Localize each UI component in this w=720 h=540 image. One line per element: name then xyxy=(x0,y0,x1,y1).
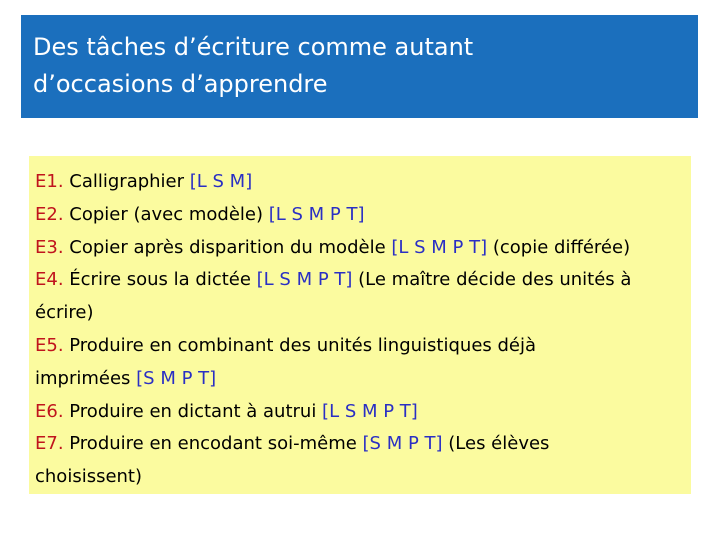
task-code: E3. xyxy=(35,236,64,258)
list-item xyxy=(35,428,691,461)
task-tags: [S M P T] xyxy=(362,433,443,455)
task-list xyxy=(29,156,691,494)
task-tags: [L S M P T] xyxy=(391,236,488,258)
slide-title-line-2: d’occasions d’apprendre xyxy=(33,70,328,98)
task-tags: [L S M] xyxy=(189,171,253,192)
task-code: E5. xyxy=(35,334,64,356)
task-code: E4. xyxy=(35,269,64,291)
task-tags: [L S M P T] xyxy=(268,203,365,225)
task-tags: [S M P T] xyxy=(136,367,217,389)
task-note: (Les élèves xyxy=(442,433,550,455)
task-code: E7. xyxy=(35,433,64,455)
task-note-continuation: écrire) xyxy=(35,302,94,324)
task-text: Copier (avec modèle) xyxy=(63,203,269,225)
task-text: Écrire sous la dictée xyxy=(63,269,257,291)
list-item xyxy=(35,166,691,199)
slide-title-line-1: Des tâches d’écriture comme autant xyxy=(33,33,474,61)
task-note: (Le maître décide des unités à xyxy=(352,269,632,291)
task-tags: [L S M P T] xyxy=(322,400,418,422)
task-text-continuation: imprimées xyxy=(35,367,137,389)
list-item xyxy=(35,199,691,232)
task-tags: [L S M P T] xyxy=(256,269,353,291)
task-text: Produire en combinant des unités linguistiques déjà xyxy=(63,334,537,356)
task-note: (copie différée) xyxy=(487,236,631,258)
slide-title-banner xyxy=(21,15,698,118)
list-item xyxy=(35,396,691,429)
list-item-continuation xyxy=(35,461,691,494)
task-text: Produire en dictant à autrui xyxy=(63,400,323,422)
list-item-continuation xyxy=(35,297,691,330)
task-text: Produire en encodant soi-même xyxy=(63,433,363,455)
list-item xyxy=(35,232,691,265)
task-code: E6. xyxy=(35,400,64,422)
list-item xyxy=(35,330,691,363)
task-note-continuation: choisissent) xyxy=(35,466,143,488)
list-item xyxy=(35,264,691,297)
task-code: E1. xyxy=(35,171,64,192)
task-code: E2. xyxy=(35,203,64,225)
task-text: Copier après disparition du modèle xyxy=(63,236,392,258)
task-text: Calligraphier xyxy=(63,171,190,192)
list-item-continuation xyxy=(35,363,691,396)
